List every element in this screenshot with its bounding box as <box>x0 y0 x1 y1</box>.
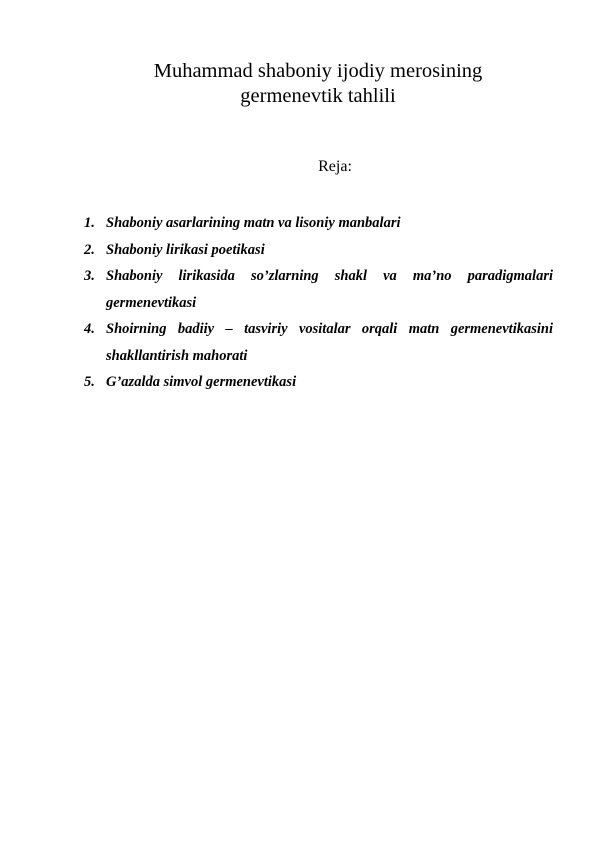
plan-item-text: Shaboniy lirikasi poetikasi <box>106 241 265 258</box>
plan-item-number: 1. <box>84 215 95 231</box>
plan-item-number: 4. <box>84 321 95 337</box>
document-title-line-1: Muhammad shaboniy ijodiy merosining <box>153 60 483 82</box>
document-title-line-2: germenevtik tahlili <box>240 85 396 107</box>
plan-item-2 <box>84 237 553 264</box>
plan-item-5 <box>84 369 553 396</box>
plan-item-1 <box>84 210 553 237</box>
plan-item-text: Shoirning badiiy – tasviriy vositalar orqali matn germenevtikasini shakllantirish mahorati <box>106 321 553 364</box>
plan-item-number: 2. <box>84 241 95 258</box>
plan-item-number: 3. <box>84 268 95 284</box>
plan-item-text: G’azalda simvol germenevtikasi <box>106 374 297 390</box>
plan-item-text: Shaboniy lirikasida so’zlarning shakl va ma’no paradigmalari germenevtikasi <box>106 268 553 311</box>
plan-heading: Reja: <box>318 158 352 175</box>
plan-item-number: 5. <box>84 374 95 390</box>
plan-item-3 <box>84 263 553 316</box>
plan-list <box>84 210 553 396</box>
plan-item-text: Shaboniy asarlarining matn va lisoniy manbalari <box>106 215 401 231</box>
plan-item-4 <box>84 316 553 369</box>
